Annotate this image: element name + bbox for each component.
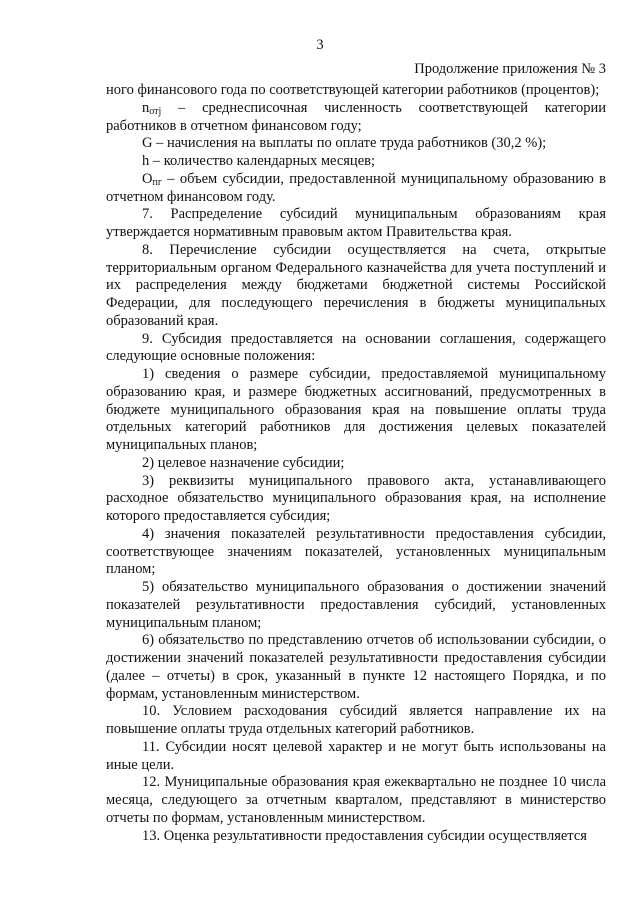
paragraph-text: – объем субсидии, предоставленной муниципальному образованию в отчетном финансовом году. [106,170,606,205]
paragraph-text: 4) значения показателей результативности предоставления субсидии, соответствующее значениям показателей, установленных муниципальным планом; [106,525,606,578]
formula-subscript: пг [152,176,162,188]
paragraph-text: 2) целевое назначение субсидии; [142,454,345,471]
paragraph [106,331,606,367]
paragraph [106,739,606,775]
paragraph [106,171,606,207]
paragraph [106,366,606,455]
paragraph-text: – среднесписочная численность соответствующей категории работников в отчетном финансовом году; [106,99,606,134]
paragraph-text: 13. Оценка результативности предоставления субсидии осуществляется [142,827,587,844]
paragraph [106,206,606,242]
paragraph-text: 10. Условием расходования субсидий является направление их на повышение оплаты труда отдельных категорий работников. [106,703,606,737]
paragraph-text: G – начисления на выплаты по оплате труда работников (30,2 %); [142,135,547,152]
paragraph [106,579,606,632]
paragraph [106,82,606,100]
formula-symbol: n [142,99,150,116]
paragraph [106,632,606,703]
paragraph [106,455,606,473]
paragraph-text: 3) реквизиты муниципального правового акта, устанавливающего расходное обязательство муниципального образования края, на исполнение которого предоставляется субсидия; [106,472,606,524]
paragraph-text: 8. Перечисление субсидии осуществляется на счета, открытые территориальным органом Федерального казначейства для учета поступлений и их распределения между бюджетами бюджетной системы Российской Федерации, для последующего перечисления в бюджеты муниципальных образований края. [106,241,606,329]
paragraph-text: 12. Муниципальные образования края ежеквартально не позднее 10 числа месяца, следующего за отчетным кварталом, представляют в министерство отчеты по формам, установленным министерством. [106,774,606,826]
paragraph [106,100,606,136]
paragraph [106,774,606,827]
paragraph [106,473,606,526]
paragraph [106,153,606,171]
paragraph [106,828,606,846]
paragraph-text: h – количество календарных месяцев; [142,153,376,169]
paragraph-text: ного финансового года по соответствующей категории работников (процентов); [106,82,600,98]
paragraph-text: 7. Распределение субсидий муниципальным образованиям края утверждается нормативным правовым актом Правительства края. [106,206,606,240]
document-body [106,82,606,845]
paragraph [106,242,606,331]
paragraph-text: 6) обязательство по представлению отчетов об использовании субсидии, о достижении значений показателей результативности предоставления субсидии (далее – отчеты) в срок, указанный в пункте 12 настоящего Порядка, и по формам, установленным министерством. [106,632,606,702]
paragraph [106,526,606,579]
paragraph-text: 5) обязательство муниципального образования о достижении значений показателей результативности предоставления субсидий, установленных муниципальным планом; [106,579,606,631]
paragraph-text: 9. Субсидия предоставляется на основании соглашения, содержащего следующие основные положения: [106,330,606,365]
formula-subscript: отj [149,105,162,117]
paragraph-text: 11. Субсидии носят целевой характер и не могут быть использованы на иные цели. [106,738,606,773]
page-number: 3 [316,37,324,53]
appendix-continuation-note: Продолжение приложения № 3 [414,61,606,77]
paragraph [106,703,606,739]
formula-symbol: О [142,170,153,187]
paragraph [106,135,606,153]
paragraph-text: 1) сведения о размере субсидии, предоставляемой муниципальному образованию края, и размере бюджетных ассигнований, предусмотренных в бюджете муниципального образования края на повышение оплаты труда отдельных категорий работников для достижения целевых показателей муниципальных планов; [106,366,606,453]
